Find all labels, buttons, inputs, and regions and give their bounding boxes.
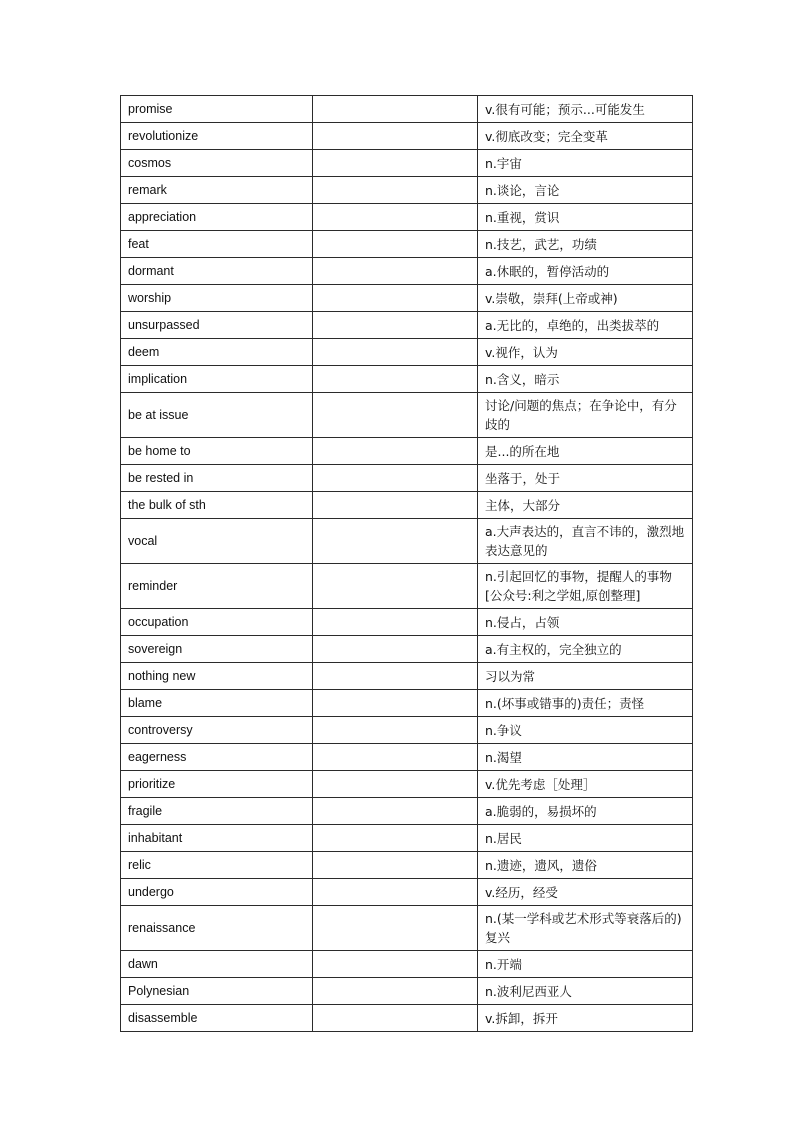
table-row	[121, 258, 693, 285]
table-row	[121, 879, 693, 906]
blank-answer-cell	[313, 951, 478, 978]
vocab-word-cell: prioritize	[121, 771, 313, 798]
vocab-definition-cell: n.居民	[478, 825, 693, 852]
blank-answer-cell	[313, 744, 478, 771]
vocab-word-cell: renaissance	[121, 906, 313, 951]
table-row	[121, 609, 693, 636]
vocab-word-cell: appreciation	[121, 204, 313, 231]
blank-answer-cell	[313, 366, 478, 393]
blank-answer-cell	[313, 492, 478, 519]
table-row	[121, 951, 693, 978]
table-row	[121, 492, 693, 519]
vocab-word-cell: disassemble	[121, 1005, 313, 1032]
blank-answer-cell	[313, 204, 478, 231]
table-row	[121, 393, 693, 438]
vocabulary-table	[120, 95, 693, 1032]
vocab-definition-cell: 主体，大部分	[478, 492, 693, 519]
vocab-definition-cell: n.重视，赏识	[478, 204, 693, 231]
table-row	[121, 852, 693, 879]
vocab-definition-cell: a.有主权的，完全独立的	[478, 636, 693, 663]
blank-answer-cell	[313, 285, 478, 312]
vocab-definition-cell: n.开端	[478, 951, 693, 978]
blank-answer-cell	[313, 798, 478, 825]
vocab-word-cell: reminder	[121, 564, 313, 609]
vocab-definition-cell: v.优先考虑［处理］	[478, 771, 693, 798]
blank-answer-cell	[313, 150, 478, 177]
blank-answer-cell	[313, 825, 478, 852]
blank-answer-cell	[313, 1005, 478, 1032]
vocab-word-cell: the bulk of sth	[121, 492, 313, 519]
vocab-definition-cell: n.争议	[478, 717, 693, 744]
table-row	[121, 96, 693, 123]
vocab-word-cell: relic	[121, 852, 313, 879]
blank-answer-cell	[313, 519, 478, 564]
vocab-definition-cell: 讨论/问题的焦点；在争论中，有分歧的	[478, 393, 693, 438]
blank-answer-cell	[313, 312, 478, 339]
vocab-word-cell: undergo	[121, 879, 313, 906]
vocab-word-cell: implication	[121, 366, 313, 393]
vocab-definition-cell: n.侵占，占领	[478, 609, 693, 636]
vocab-definition-cell: n.(坏事或错事的)责任；责怪	[478, 690, 693, 717]
blank-answer-cell	[313, 879, 478, 906]
vocab-definition-cell: n.谈论，言论	[478, 177, 693, 204]
vocab-word-cell: sovereign	[121, 636, 313, 663]
vocab-definition-cell: a.大声表达的，直言不讳的，激烈地表达意见的	[478, 519, 693, 564]
vocab-word-cell: be home to	[121, 438, 313, 465]
blank-answer-cell	[313, 978, 478, 1005]
blank-answer-cell	[313, 663, 478, 690]
vocab-definition-cell: n.遗迹，遗风，遗俗	[478, 852, 693, 879]
blank-answer-cell	[313, 465, 478, 492]
blank-answer-cell	[313, 231, 478, 258]
vocab-definition-cell: n.渴望	[478, 744, 693, 771]
blank-answer-cell	[313, 609, 478, 636]
blank-answer-cell	[313, 852, 478, 879]
blank-answer-cell	[313, 123, 478, 150]
vocab-word-cell: occupation	[121, 609, 313, 636]
table-row	[121, 636, 693, 663]
table-row	[121, 366, 693, 393]
vocab-word-cell: cosmos	[121, 150, 313, 177]
table-row	[121, 771, 693, 798]
table-row	[121, 1005, 693, 1032]
table-row	[121, 312, 693, 339]
table-row	[121, 978, 693, 1005]
vocab-definition-cell: a.无比的，卓绝的，出类拔萃的	[478, 312, 693, 339]
table-row	[121, 663, 693, 690]
table-row	[121, 285, 693, 312]
vocab-word-cell: fragile	[121, 798, 313, 825]
blank-answer-cell	[313, 906, 478, 951]
vocab-word-cell: Polynesian	[121, 978, 313, 1005]
vocab-word-cell: promise	[121, 96, 313, 123]
blank-answer-cell	[313, 636, 478, 663]
vocab-word-cell: be rested in	[121, 465, 313, 492]
blank-answer-cell	[313, 690, 478, 717]
vocab-word-cell: vocal	[121, 519, 313, 564]
table-row	[121, 177, 693, 204]
vocab-word-cell: remark	[121, 177, 313, 204]
vocab-definition-cell: a.脆弱的，易损坏的	[478, 798, 693, 825]
vocab-definition-cell: 是...的所在地	[478, 438, 693, 465]
vocab-definition-cell: v.很有可能；预示...可能发生	[478, 96, 693, 123]
vocabulary-table-body	[121, 96, 693, 1032]
vocab-word-cell: feat	[121, 231, 313, 258]
vocab-definition-cell: 坐落于，处于	[478, 465, 693, 492]
vocab-definition-cell: v.拆卸，拆开	[478, 1005, 693, 1032]
vocab-word-cell: worship	[121, 285, 313, 312]
table-row	[121, 690, 693, 717]
blank-answer-cell	[313, 96, 478, 123]
blank-answer-cell	[313, 717, 478, 744]
table-row	[121, 798, 693, 825]
vocab-word-cell: revolutionize	[121, 123, 313, 150]
vocab-word-cell: blame	[121, 690, 313, 717]
vocab-word-cell: unsurpassed	[121, 312, 313, 339]
table-row	[121, 150, 693, 177]
vocab-definition-cell: v.视作，认为	[478, 339, 693, 366]
table-row	[121, 339, 693, 366]
table-row	[121, 519, 693, 564]
table-row	[121, 906, 693, 951]
table-row	[121, 465, 693, 492]
vocab-word-cell: dawn	[121, 951, 313, 978]
table-row	[121, 825, 693, 852]
vocab-definition-cell: n.含义，暗示	[478, 366, 693, 393]
vocab-word-cell: inhabitant	[121, 825, 313, 852]
blank-answer-cell	[313, 393, 478, 438]
blank-answer-cell	[313, 258, 478, 285]
vocab-definition-cell: n.技艺，武艺，功绩	[478, 231, 693, 258]
blank-answer-cell	[313, 339, 478, 366]
vocab-definition-cell: v.经历，经受	[478, 879, 693, 906]
blank-answer-cell	[313, 177, 478, 204]
vocab-definition-cell: n.宇宙	[478, 150, 693, 177]
vocab-word-cell: eagerness	[121, 744, 313, 771]
vocab-definition-cell: v.彻底改变；完全变革	[478, 123, 693, 150]
table-row	[121, 204, 693, 231]
blank-answer-cell	[313, 771, 478, 798]
table-row	[121, 123, 693, 150]
table-row	[121, 231, 693, 258]
blank-answer-cell	[313, 438, 478, 465]
vocab-definition-cell: n.引起回忆的事物，提醒人的事物[公众号:利之学姐,原创整理]	[478, 564, 693, 609]
vocab-definition-cell: n.(某一学科或艺术形式等衰落后的)复兴	[478, 906, 693, 951]
table-row	[121, 564, 693, 609]
table-row	[121, 717, 693, 744]
vocab-word-cell: controversy	[121, 717, 313, 744]
vocab-definition-cell: 习以为常	[478, 663, 693, 690]
blank-answer-cell	[313, 564, 478, 609]
vocab-definition-cell: a.休眠的，暂停活动的	[478, 258, 693, 285]
vocab-word-cell: deem	[121, 339, 313, 366]
table-row	[121, 438, 693, 465]
vocab-word-cell: nothing new	[121, 663, 313, 690]
vocab-word-cell: be at issue	[121, 393, 313, 438]
vocab-definition-cell: v.崇敬，崇拜(上帝或神)	[478, 285, 693, 312]
vocab-word-cell: dormant	[121, 258, 313, 285]
table-row	[121, 744, 693, 771]
vocab-definition-cell: n.波利尼西亚人	[478, 978, 693, 1005]
